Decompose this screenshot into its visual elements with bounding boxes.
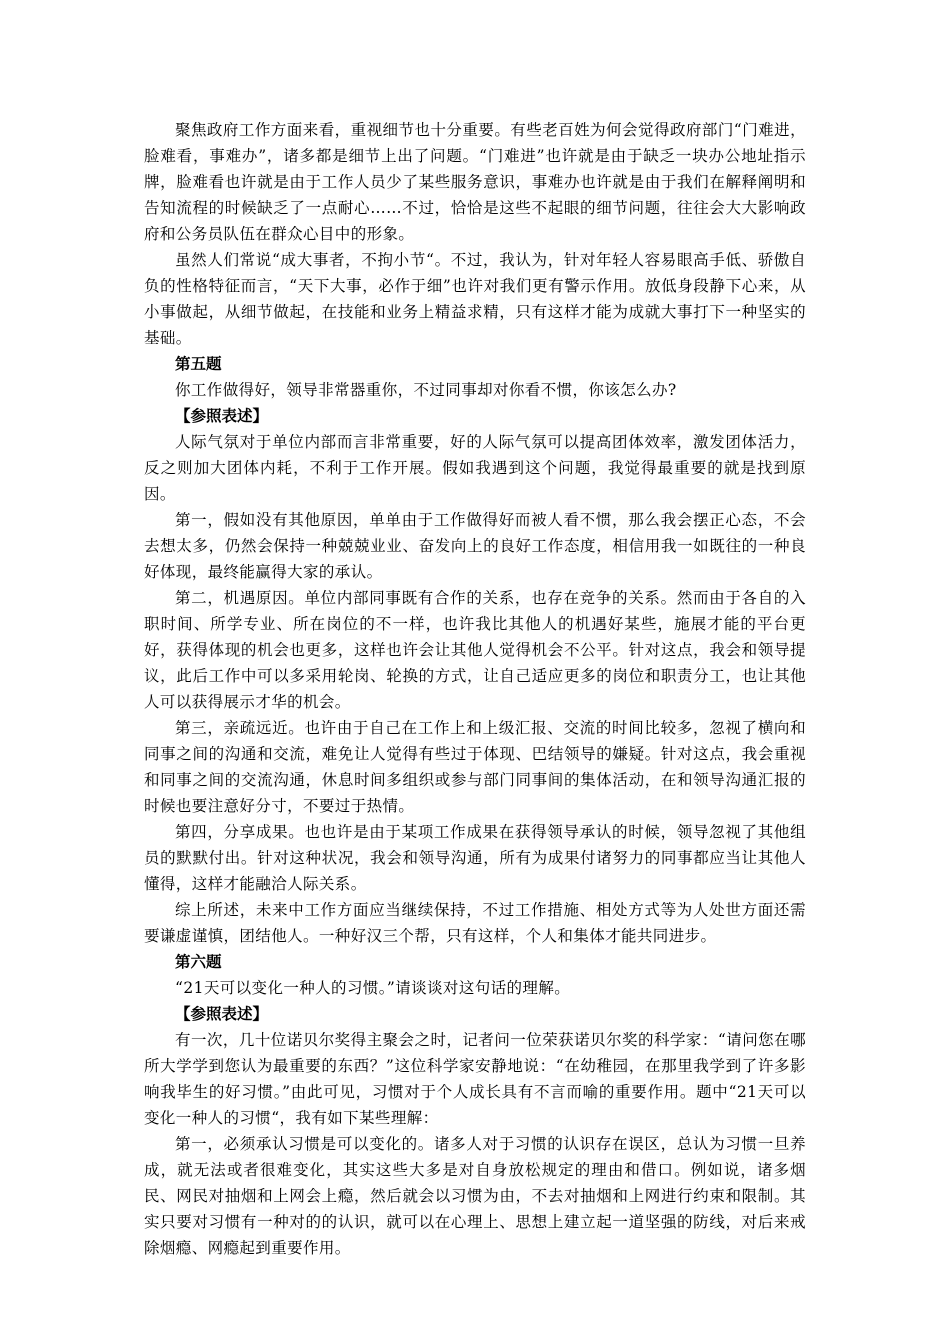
- paragraph: 有一次，几十位诺贝尔奖得主聚会之时，记者问一位荣获诺贝尔奖的科学家：“请问您在哪所大学学到您认为最重要的东西？”这位科学家安静地说：“在幼稚园，在那里我学到了许多影响我毕生的好习惯。”由此可见，习惯对于个人成长具有不言而喻的重要作用。题中“21天可以变化一种人的习惯“，我有如下某些理解：: [144, 1031, 806, 1127]
- question-text: “21天可以变化一种人的习惯。”请谈谈对这句话的理解。: [175, 979, 571, 997]
- paragraph: 综上所述，未来中工作方面应当继续保持，不过工作措施、相处方式等为人处世方面还需要谦虚谨慎，团结他人。一种好汉三个帮，只有这样，个人和集体才能共同进步。: [144, 901, 806, 945]
- reference-heading: 【参照表述】: [175, 1004, 269, 1023]
- paragraph: 第二，机遇原因。单位内部同事既有合作的关系，也存在竞争的关系。然而由于各自的入职时间、所学专业、所在岗位的不一样，也许我比其他人的机遇好某些，施展才能的平台更好，获得体现的机会也更多，这样也许会让其他人觉得机会不公平。针对这点，我会和领导提议，此后工作中可以多采用轮岗、轮换的方式，让自己适应更多的岗位和职责分工，也让其他人可以获得展示才华的机会。: [144, 589, 806, 711]
- paragraph: 第三，亲疏远近。也许由于自己在工作上和上级汇报、交流的时间比较多，忽视了横向和同事之间的沟通和交流，难免让人觉得有些过于体现、巴结领导的嫌疑。针对这点，我会重视和同事之间的交流沟通，休息时间多组织或参与部门同事间的集体活动，在和领导沟通汇报的时候也要注意好分寸，不要过于热情。: [144, 719, 806, 815]
- question-heading: 第六题: [175, 952, 222, 971]
- paragraph: 人际气氛对于单位内部而言非常重要，好的人际气氛可以提高团体效率，激发团体活力，反之则加大团体内耗，不利于工作开展。假如我遇到这个问题，我觉得最重要的就是找到原因。: [144, 433, 806, 503]
- document-page: [144, 117, 806, 1261]
- paragraph: 第一，假如没有其他原因，单单由于工作做得好而被人看不惯，那么我会摆正心态，不会去想太多，仍然会保持一种兢兢业业、奋发向上的良好工作态度，相信用我一如既往的一种良好体现，最终能赢得大家的承认。: [144, 511, 806, 581]
- question-text: 你工作做得好，领导非常器重你，不过同事却对你看不惯，你该怎么办?: [175, 381, 677, 399]
- paragraph: 虽然人们常说“成大事者，不拘小节“。不过，我认为，针对年轻人容易眼高手低、骄傲自负的性格特征而言，“天下大事，必作于细”也许对我们更有警示作用。放低身段静下心来，从小事做起，从细节做起，在技能和业务上精益求精，只有这样才能为成就大事打下一种坚实的基础。: [144, 251, 806, 347]
- paragraph: 聚焦政府工作方面来看，重视细节也十分重要。有些老百姓为何会觉得政府部门“门难进，脸难看，事难办”，诸多都是细节上出了问题。“门难进”也许就是由于缺乏一块办公地址指示牌，脸难看也许就是由于工作人员少了某些服务意识，事难办也许就是由于我们在解释阐明和告知流程的时候缺乏了一点耐心……不过，恰恰是这些不起眼的细节问题，往往会大大影响政府和公务员队伍在群众心目中的形象。: [144, 121, 806, 243]
- question-heading: 第五题: [175, 354, 222, 373]
- paragraph: 第一，必须承认习惯是可以变化的。诸多人对于习惯的认识存在误区，总认为习惯一旦养成，就无法或者很难变化，其实这些大多是对自身放松规定的理由和借口。例如说，诸多烟民、网民对抽烟和上网会上瘾，然后就会以习惯为由，不去对抽烟和上网进行约束和限制。其实只要对习惯有一种对的的认识，就可以在心理上、思想上建立起一道坚强的防线，对后来戒除烟瘾、网瘾起到重要作用。: [144, 1135, 806, 1257]
- paragraph: 第四，分享成果。也也许是由于某项工作成果在获得领导承认的时候，领导忽视了其他组员的默默付出。针对这种状况，我会和领导沟通，所有为成果付诸努力的同事都应当让其他人懂得，这样才能融洽人际关系。: [144, 823, 806, 893]
- reference-heading: 【参照表述】: [175, 406, 269, 425]
